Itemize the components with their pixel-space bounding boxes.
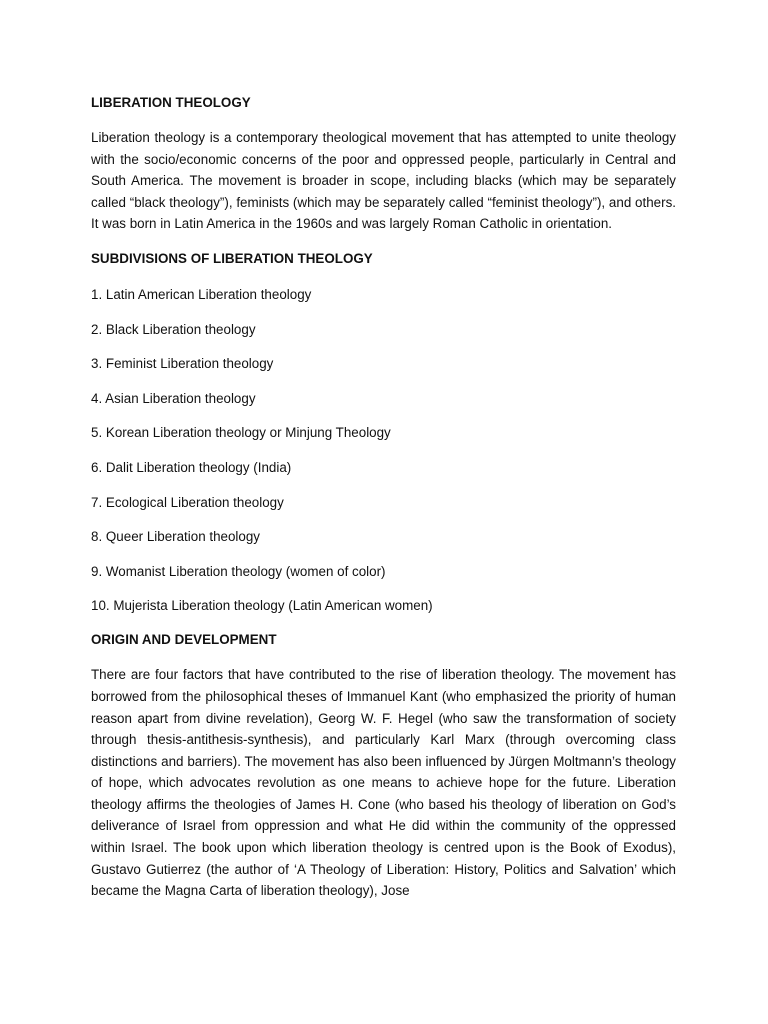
list-item: 1. Latin American Liberation theology — [91, 286, 312, 302]
list-item: 4. Asian Liberation theology — [91, 390, 256, 406]
list-item: 9. Womanist Liberation theology (women of color) — [91, 563, 386, 579]
list-item: 2. Black Liberation theology — [91, 321, 256, 337]
list-item: 8. Queer Liberation theology — [91, 529, 260, 545]
list-item: 7. Ecological Liberation theology — [91, 494, 284, 510]
section-heading-liberation-theology: LIBERATION THEOLOGY — [91, 95, 251, 110]
list-item: 10. Mujerista Liberation theology (Latin American women) — [91, 598, 433, 614]
list-item: 3. Feminist Liberation theology — [91, 356, 274, 372]
section-heading-origin: ORIGIN AND DEVELOPMENT — [91, 632, 277, 648]
document-page — [91, 93, 676, 902]
subdivisions-list — [91, 284, 676, 616]
list-item: 6. Dalit Liberation theology (India) — [91, 459, 292, 475]
origin-paragraph: There are four factors that have contributed to the rise of liberation theology. The movement has borrowed from the philosophical theses of Immanuel Kant (who emphasized the priority of human reason apart from divine revelation), Georg W. F. Hegel (who saw the transformation of society through thesis-antithesis-synthesis), and particularly Karl Marx (through overcoming class distinctions and barriers). The movement has also been influenced by Jürgen Moltmann’s theology of hope, which advocates revolution as one means to achieve hope for the future. Liberation theology affirms the theologies of James H. Cone (who based his theology of liberation on God’s deliverance of Israel from oppression and what He did within the community of the oppressed within Israel. The book upon which liberation theology is centred upon is the Book of Exodus), Gustavo Gutierrez (the author of ‘A Theology of Liberation: History, Politics and Salvation’ which became the Magna Carta of liberation theology), Jose — [91, 667, 676, 899]
list-item: 5. Korean Liberation theology or Minjung Theology — [91, 425, 391, 441]
section-heading-subdivisions: SUBDIVISIONS OF LIBERATION THEOLOGY — [91, 250, 373, 266]
intro-paragraph: Liberation theology is a contemporary theological movement that has attempted to unite theology with the socio/economic concerns of the poor and oppressed people, particularly in Central and South America. The movement is broader in scope, including blacks (which may be separately called “black theology”), feminists (which may be separately called “feminist theology”), and others. It was born in Latin America in the 1960s and was largely Roman Catholic in orientation. — [91, 130, 676, 232]
